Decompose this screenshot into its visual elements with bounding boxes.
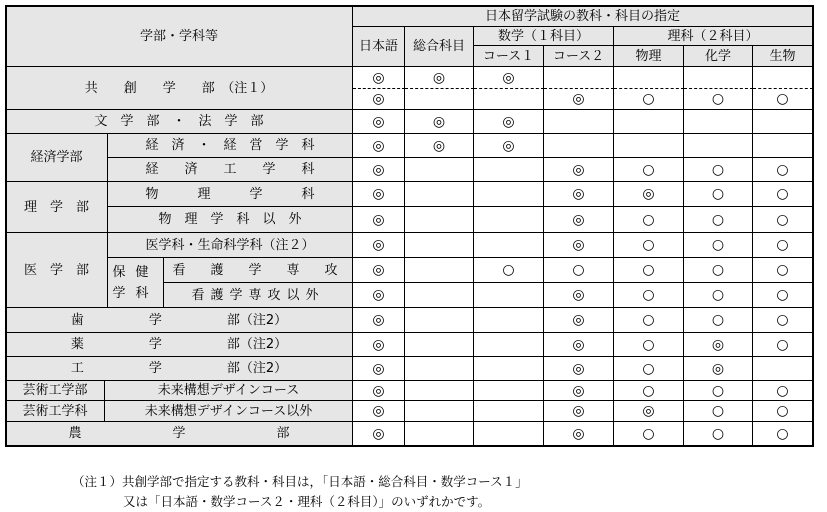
faculty-ri: 理 学 部 [6,182,108,233]
mark-r16-math-c2: ◎ [544,422,614,446]
mark-r11-physics: ○ [614,308,684,333]
mark-r3-chemistry [684,110,753,134]
math-course1-header: コース１ [474,46,544,67]
mark-r12-japanese: ◎ [353,333,405,357]
mark-r15-general [405,401,474,422]
mark-r16-chemistry: ○ [684,422,753,446]
mark-r10-math-c2: ◎ [544,283,614,308]
mark-r4-chemistry [684,134,753,158]
mark-r9-math-c1: ○ [474,258,544,283]
mark-r2-physics: ○ [614,89,684,110]
mark-r5-physics: ○ [614,158,684,182]
dept-butsuri-igai: 物 理 学 科 以 外 [108,207,353,233]
mark-r7-physics: ○ [614,207,684,233]
mark-r9-physics: ○ [614,258,684,283]
mark-r2-japanese: ◎ [353,89,405,110]
mark-r5-general [405,158,474,182]
mark-r6-general [405,182,474,207]
mark-r10-math-c1 [474,283,544,308]
faculty-bun-ho: 文 学 部 ・ 法 学 部 [6,110,353,134]
mark-r15-japanese: ◎ [353,401,405,422]
mark-r11-chemistry: ○ [684,308,753,333]
math-course2-header: コース２ [544,46,614,67]
mark-r8-biology: ○ [753,233,813,258]
mark-r13-math-c2: ◎ [544,357,614,381]
mark-r2-biology: ○ [753,89,813,110]
mark-r16-math-c1 [474,422,544,446]
mark-r10-japanese: ◎ [353,283,405,308]
mark-r10-physics: ○ [614,283,684,308]
mark-r15-biology: ○ [753,401,813,422]
mark-r16-physics: ○ [614,422,684,446]
faculty-geijutsu-bu: 芸術工学部 [6,381,105,401]
mark-r14-math-c1 [474,381,544,401]
mark-r7-biology: ○ [753,207,813,233]
mark-r12-biology: ○ [753,333,813,357]
mark-r8-physics: ○ [614,233,684,258]
mark-r9-biology: ○ [753,258,813,283]
mark-r14-physics: ○ [614,381,684,401]
faculty-kyoso: 共 創 学 部 （注１） [6,67,353,110]
faculty-i: 医 学 部 [6,233,108,308]
course-mirai-igai: 未来構想デザインコース以外 [105,401,353,422]
course-mirai: 未来構想デザインコース [105,381,353,401]
mark-r16-japanese: ◎ [353,422,405,446]
japanese-header: 日本語 [353,27,405,67]
dept-keizai-kogaku: 経 済 工 学 科 [108,158,353,182]
mark-r7-japanese: ◎ [353,207,405,233]
general-subject-header: 総合科目 [405,27,474,67]
faculty-keizai: 経済学部 [6,134,108,182]
mark-r1-general: ◎ [405,67,474,89]
mark-r2-chemistry: ○ [684,89,753,110]
dept-kango: 看 護 学 専 攻 [164,258,353,283]
mark-r1-math-c1: ◎ [474,67,544,89]
mark-r5-chemistry: ○ [684,158,753,182]
mark-r8-chemistry: ○ [684,233,753,258]
mark-r1-physics [614,67,684,89]
mark-r4-general: ◎ [405,134,474,158]
mark-r6-biology: ○ [753,182,813,207]
mark-r3-physics [614,110,684,134]
mark-r9-general [405,258,474,283]
mark-r13-japanese: ◎ [353,357,405,381]
mark-r4-biology [753,134,813,158]
chemistry-header: 化学 [684,46,753,67]
faculty-yaku: 薬 学 部（注2） [6,333,353,357]
mark-r15-math-c2: ◎ [544,401,614,422]
mark-r14-math-c2: ◎ [544,381,614,401]
mark-r6-physics: ◎ [614,182,684,207]
mark-r6-japanese: ◎ [353,182,405,207]
mark-r12-physics: ○ [614,333,684,357]
faculty-column-header: 学部・学科等 [6,6,353,67]
mark-r5-math-c1 [474,158,544,182]
mark-r15-chemistry: ○ [684,401,753,422]
mark-r16-biology: ○ [753,422,813,446]
mark-r4-physics [614,134,684,158]
faculty-no: 農 学 部 [6,422,353,446]
mark-r16-general [405,422,474,446]
mark-r7-chemistry: ○ [684,207,753,233]
dept-keizai-keiei: 経 済 ・ 経 営 学 科 [108,134,353,158]
mark-r4-math-c2 [544,134,614,158]
dept-butsuri: 物 理 学 科 [108,182,353,207]
mark-r13-biology [753,357,813,381]
mark-r11-biology: ○ [753,308,813,333]
hoken-label: 保健 [112,264,159,280]
mark-r9-chemistry: ○ [684,258,753,283]
mark-r5-math-c2: ◎ [544,158,614,182]
math-header: 数学（１科目） [474,27,614,46]
mark-r8-japanese: ◎ [353,233,405,258]
mark-r12-math-c1 [474,333,544,357]
mark-r13-physics: ○ [614,357,684,381]
mark-r14-chemistry: ○ [684,381,753,401]
mark-r11-math-c2: ◎ [544,308,614,333]
mark-r12-general [405,333,474,357]
mark-r5-biology: ○ [753,158,813,182]
mark-r3-biology [753,110,813,134]
mark-r7-math-c1 [474,207,544,233]
mark-r15-math-c1 [474,401,544,422]
mark-r9-japanese: ◎ [353,258,405,283]
mark-r13-chemistry: ◎ [684,357,753,381]
mark-r15-physics: ◎ [614,401,684,422]
mark-r5-japanese: ◎ [353,158,405,182]
mark-r12-math-c2: ◎ [544,333,614,357]
science-header: 理科（２科目） [614,27,813,46]
subjects-group-header: 日本留学試験の教科・科目の指定 [353,6,813,27]
mark-r8-general [405,233,474,258]
mark-r7-math-c2: ◎ [544,207,614,233]
mark-r12-chemistry: ◎ [684,333,753,357]
mark-r8-math-c2: ◎ [544,233,614,258]
mark-r3-japanese: ◎ [353,110,405,134]
mark-r11-japanese: ◎ [353,308,405,333]
mark-r1-chemistry [684,67,753,89]
mark-r7-general [405,207,474,233]
biology-header: 生物 [753,46,813,67]
physics-header: 物理 [614,46,684,67]
mark-r3-general: ◎ [405,110,474,134]
mark-r2-math-c1 [474,89,544,110]
mark-r3-math-c2 [544,110,614,134]
dept-kango-igai: 看護学専攻以外 [164,283,353,308]
faculty-ko: 工 学 部（注2） [6,357,353,381]
mark-r1-math-c2 [544,67,614,89]
mark-r13-math-c1 [474,357,544,381]
mark-r14-japanese: ◎ [353,381,405,401]
mark-r2-math-c2: ◎ [544,89,614,110]
mark-r10-chemistry: ○ [684,283,753,308]
mark-r1-biology [753,67,813,89]
mark-r6-chemistry: ○ [684,182,753,207]
dept-hoken [108,258,164,308]
mark-r8-math-c1 [474,233,544,258]
mark-r14-general [405,381,474,401]
mark-r1-japanese: ◎ [353,67,405,89]
note-line-1: （注１）共創学部で指定する教科・科目は，「日本語・総合科目・数学コース１」 [72,474,528,489]
faculty-shi: 歯 学 部（注2） [6,308,353,333]
mark-r14-biology: ○ [753,381,813,401]
note-line-2: 又は「日本語・数学コース２・理科（２科目）」のいずれかです。 [123,494,491,509]
gakka-label: 学科 [112,285,159,301]
faculty-geijutsu-ka: 芸術工学科 [6,401,105,422]
mark-r3-math-c1: ◎ [474,110,544,134]
mark-r10-biology: ○ [753,283,813,308]
mark-r13-general [405,357,474,381]
dept-igaku-seimei: 医学科・生命科学科（注２） [108,233,353,258]
mark-r10-general [405,283,474,308]
mark-r4-japanese: ◎ [353,134,405,158]
mark-r6-math-c2: ◎ [544,182,614,207]
mark-r2-general [405,89,474,110]
mark-r4-math-c1: ◎ [474,134,544,158]
mark-r11-general [405,308,474,333]
mark-r6-math-c1 [474,182,544,207]
mark-r11-math-c1 [474,308,544,333]
mark-r9-math-c2: ○ [544,258,614,283]
